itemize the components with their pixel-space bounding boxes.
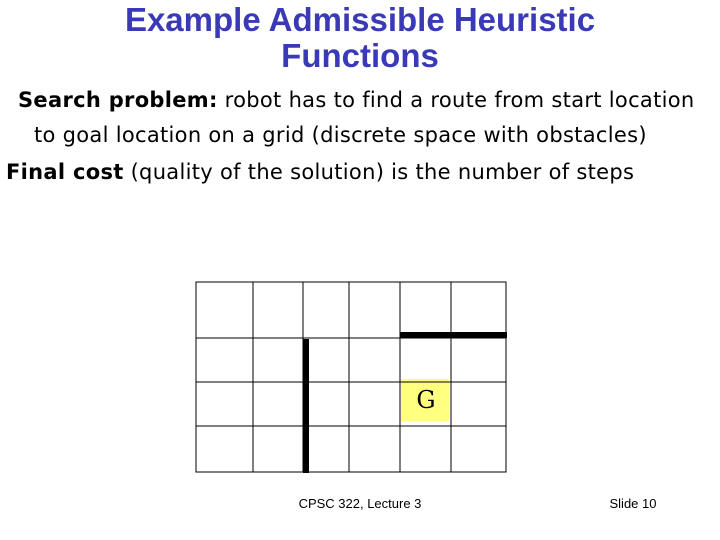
grid-svg (195, 281, 507, 473)
search-problem-label: Search problem: (18, 88, 218, 112)
slide-title-line-2: Functions (281, 37, 439, 74)
search-problem-line-2 (34, 123, 647, 147)
final-cost-line (6, 160, 634, 184)
footer-slide-number: Slide 10 (609, 496, 657, 511)
grid-vertical-lines (253, 282, 451, 472)
grid-horizontal-lines (196, 338, 506, 426)
search-problem-line-1 (18, 88, 695, 112)
slide-title-line-1: Example Admissible Heuristic (124, 1, 596, 38)
search-problem-text-1: robot has to find a route from start location (217, 88, 695, 112)
search-problem-text-2: to goal location on a grid (discrete space with obstacles) (34, 123, 647, 147)
grid-diagram (195, 281, 507, 473)
final-cost-label: Final cost (6, 160, 124, 184)
grid-border (196, 282, 506, 472)
goal-label: G (416, 386, 436, 414)
footer-course: CPSC 322, Lecture 3 (298, 496, 422, 511)
slide-title (0, 2, 720, 74)
final-cost-text: (quality of the solution) is the number of steps (123, 160, 635, 184)
